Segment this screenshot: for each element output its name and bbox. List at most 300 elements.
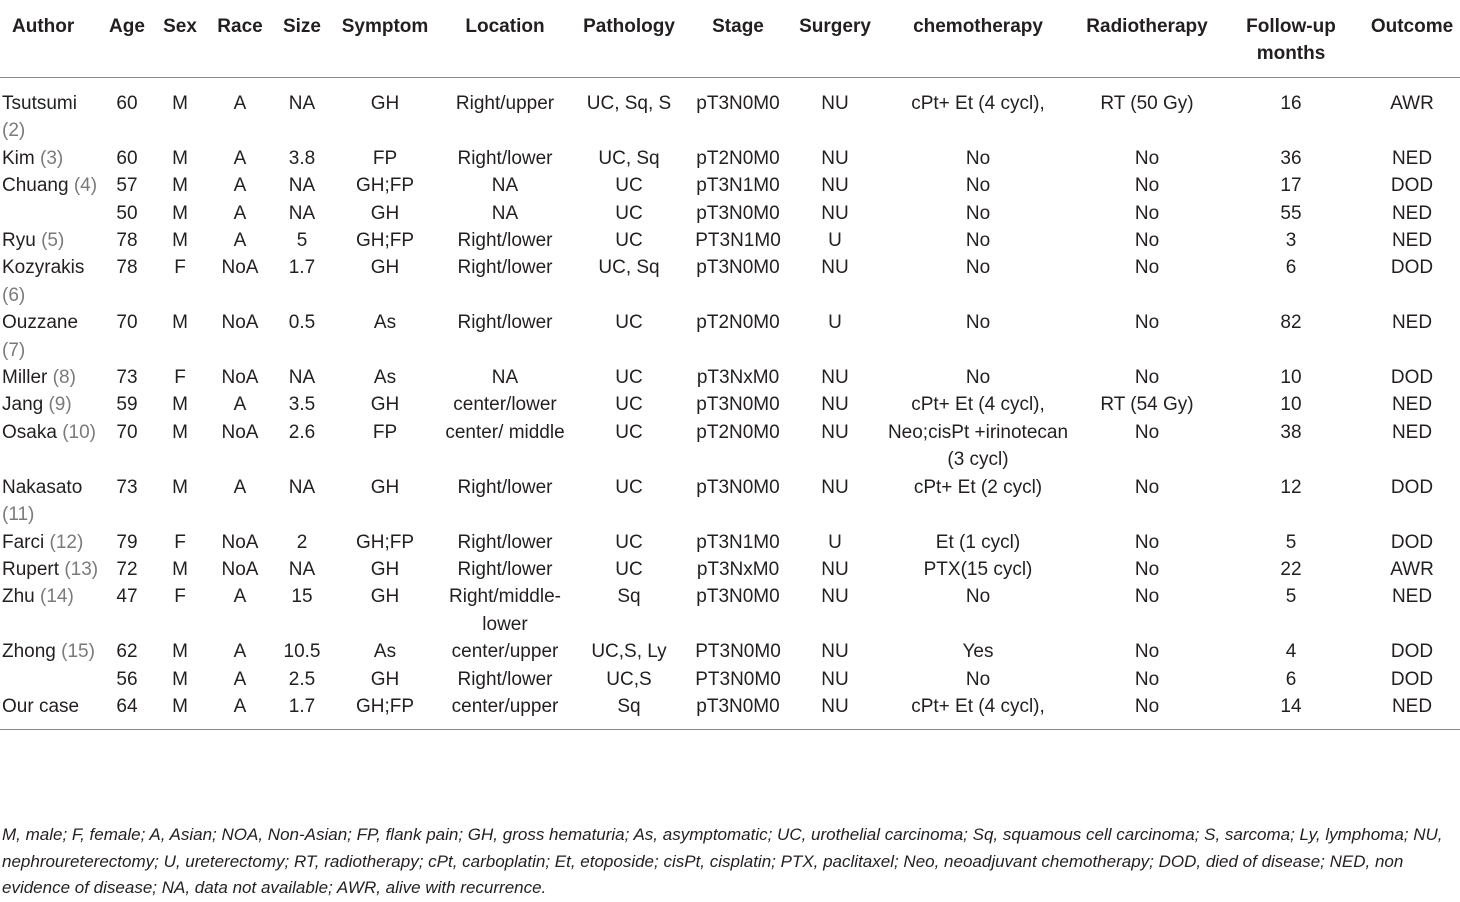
cell-race: A — [233, 147, 247, 169]
cell-followup: 10 — [1280, 367, 1302, 389]
cell-stage: pT3N0M0 — [696, 202, 780, 224]
cell-stage: PT3N1M0 — [695, 230, 781, 252]
cell-author — [0, 419, 102, 474]
cell-race: A — [233, 476, 247, 498]
cell-surgery: U — [828, 531, 842, 553]
cell-pathology: UC — [615, 531, 643, 553]
cell-surgery: NU — [821, 641, 849, 663]
cell-age: 47 — [116, 586, 138, 608]
cell-radio: No — [1134, 367, 1160, 389]
cell-followup: 17 — [1280, 175, 1302, 197]
table-row — [0, 254, 1460, 309]
cell-race: NoA — [221, 257, 259, 279]
cell-location: center/upper — [438, 693, 572, 730]
cell-author — [0, 583, 102, 638]
cell-outcome: NED — [1391, 586, 1433, 608]
author-name: Ryu — [2, 230, 36, 252]
table-body — [0, 78, 1460, 730]
cell-surgery: NU — [821, 93, 849, 114]
cell-location: Right/lower — [457, 230, 553, 252]
cell-chemo: No — [965, 147, 991, 169]
cell-age: 73 — [116, 367, 138, 389]
cell-age: 50 — [116, 202, 138, 224]
cell-size: 2 — [296, 531, 308, 553]
cell-sex: M — [172, 668, 188, 690]
cell-surgery: NU — [821, 586, 849, 608]
cell-surgery: U — [828, 230, 842, 252]
cell-age: 78 — [116, 257, 138, 279]
reference-link[interactable]: (10) — [62, 421, 96, 443]
cell-pathology: UC — [615, 367, 643, 389]
table-row — [0, 474, 1460, 529]
cell-followup: 10 — [1280, 394, 1302, 416]
reference-link[interactable]: (8) — [52, 367, 76, 389]
cell-radio: No — [1134, 230, 1160, 252]
cell-sex: M — [172, 558, 188, 580]
cell-radio: No — [1134, 531, 1160, 553]
table-row — [0, 145, 1460, 172]
cell-followup: 16 — [1280, 93, 1302, 114]
reference-link[interactable]: (5) — [41, 230, 65, 252]
cell-followup: 5 — [1285, 586, 1297, 608]
table-row — [0, 666, 1460, 693]
cell-size: 1.7 — [272, 693, 332, 730]
cell-race: A — [233, 394, 247, 416]
cell-author — [0, 638, 102, 665]
cell-outcome: NED — [1391, 312, 1433, 334]
cell-size: 5 — [296, 230, 308, 252]
cell-surgery: NU — [821, 367, 849, 389]
cell-author — [0, 666, 102, 693]
cell-author — [0, 556, 102, 583]
cell-age: 64 — [102, 693, 152, 730]
cell-pathology: UC — [615, 230, 643, 252]
cell-size: NA — [288, 202, 316, 224]
author-name: Miller — [2, 367, 48, 389]
cell-race: A — [233, 641, 247, 663]
cell-age: 60 — [116, 147, 138, 169]
cell-age: 56 — [116, 668, 138, 690]
cell-pathology: UC, Sq, S — [586, 93, 672, 114]
cell-chemo: No — [965, 668, 991, 690]
cell-location: Right/lower — [457, 312, 553, 334]
cell-chemo: No — [965, 230, 991, 252]
cell-radio: No — [1134, 147, 1160, 169]
cell-pathology: UC, Sq — [598, 257, 660, 279]
cell-followup: 5 — [1285, 531, 1297, 553]
header-location: Location — [438, 0, 572, 78]
cell-symptom: FP — [372, 147, 398, 169]
cell-stage: pT3N0M0 — [696, 257, 780, 279]
header-author: Author — [0, 0, 102, 78]
cell-sex: M — [152, 693, 208, 730]
cell-author — [0, 693, 102, 730]
author-name: Chuang — [2, 175, 69, 197]
cell-author — [0, 309, 102, 364]
cell-radio: RT (50 Gy) — [1100, 93, 1194, 114]
cell-sex: F — [174, 367, 186, 389]
cell-size: 10.5 — [283, 641, 321, 663]
cell-size: NA — [288, 367, 316, 389]
cell-followup: 55 — [1280, 202, 1302, 224]
cell-location: center/lower — [453, 394, 557, 416]
cell-symptom: GH;FP — [332, 693, 438, 730]
cell-followup: 82 — [1280, 312, 1302, 334]
cell-radio: No — [1134, 641, 1160, 663]
cell-chemo: No — [965, 586, 991, 608]
reference-link[interactable]: (12) — [49, 531, 84, 553]
cell-size: 3.8 — [288, 147, 316, 169]
reference-link[interactable]: (4) — [73, 175, 98, 197]
reference-link[interactable]: (13) — [64, 558, 99, 580]
table-row — [0, 583, 1460, 638]
header-stage: Stage — [686, 0, 790, 78]
cell-stage: pT3N0M0 — [696, 394, 780, 416]
cell-sex: M — [172, 394, 188, 416]
cell-stage: pT3N0M0 — [696, 93, 780, 114]
cell-outcome: NED — [1391, 230, 1433, 252]
cell-age: 62 — [116, 641, 138, 663]
cell-stage: pT3NxM0 — [696, 367, 780, 389]
header-radiotherapy: Radiotherapy — [1076, 0, 1218, 78]
cell-pathology: UC,S, Ly — [591, 641, 667, 663]
cell-symptom: GH — [370, 668, 400, 690]
table-header-row — [0, 0, 1460, 78]
cell-sex: F — [174, 531, 186, 553]
cell-followup: 14 — [1218, 693, 1364, 730]
cell-pathology: Sq — [572, 693, 686, 730]
cell-surgery: NU — [821, 175, 849, 197]
cell-symptom: As — [373, 312, 397, 334]
cell-symptom: GH — [370, 558, 400, 580]
cell-location: Right/lower — [457, 531, 553, 553]
cell-symptom: GH;FP — [355, 531, 415, 553]
cell-author — [0, 391, 102, 418]
header-size: Size — [272, 0, 332, 78]
cell-symptom: FP — [372, 421, 398, 443]
author-name: Zhu — [2, 586, 35, 608]
cell-followup: 12 — [1280, 476, 1302, 498]
cell-sex: M — [172, 93, 188, 114]
cell-radio: RT (54 Gy) — [1100, 394, 1194, 416]
cell-outcome: DOD — [1390, 641, 1434, 663]
header-outcome: Outcome — [1364, 0, 1460, 78]
cell-race: A — [233, 230, 247, 252]
cell-size: 1.7 — [288, 257, 316, 279]
cell-age: 57 — [116, 175, 138, 197]
reference-link[interactable]: (14) — [40, 586, 74, 608]
cell-pathology: UC — [615, 394, 643, 416]
cell-pathology: UC — [615, 476, 643, 498]
cell-race: NoA — [221, 558, 259, 580]
cell-pathology: UC — [615, 202, 643, 224]
table-row — [0, 309, 1460, 364]
cell-stage: pT3NxM0 — [696, 558, 780, 580]
cell-chemo: Yes — [962, 641, 994, 663]
author-name: Kozyrakis — [2, 257, 85, 279]
cell-surgery: NU — [790, 693, 880, 730]
cell-outcome: NED — [1391, 394, 1433, 416]
cell-radio: No — [1134, 586, 1160, 608]
author-name: Our case — [2, 695, 80, 717]
cell-location: Right/upper — [455, 93, 555, 114]
cell-sex: M — [172, 202, 188, 224]
table-row — [0, 172, 1460, 199]
cell-size: 15 — [291, 586, 313, 608]
reference-link[interactable]: (3) — [40, 147, 64, 169]
cell-outcome: NED — [1391, 202, 1433, 224]
cell-age: 79 — [116, 531, 138, 553]
cell-stage: pT3N0M0 — [686, 693, 790, 730]
cell-radio: No — [1134, 476, 1160, 498]
cell-surgery: NU — [821, 668, 849, 690]
cell-sex: M — [172, 476, 188, 498]
cell-sex: M — [172, 641, 188, 663]
cell-pathology: UC — [615, 175, 643, 197]
cell-chemo: cPt+ Et (4 cycl), — [911, 93, 1045, 114]
author-name: Zhong — [2, 641, 56, 663]
table-row — [0, 529, 1460, 556]
table-footnote: M, male; F, female; A, Asian; NOA, Non-Asian; FP, flank pain; GH, gross hematuria; As, asymptomatic; UC, urothelial carcinoma; Sq, squamous cell carcinoma; S, sarcoma; Ly, lymphoma; NU, nephroureterectomy; U, ureterectomy; RT, radiotherapy; cPt, carboplatin; Et, etoposide; cisPt, cisplatin; PTX, paclitaxel; Neo, neoadjuvant chemotherapy; DOD, died of disease; NED, non evidence of disease; NA, data not available; AWR, alive with recurrence. — [2, 825, 1443, 897]
cell-outcome: AWR — [1390, 558, 1434, 580]
cell-sex: M — [172, 175, 188, 197]
cell-age: 72 — [116, 558, 138, 580]
cell-author — [0, 254, 102, 309]
cell-race: A — [233, 586, 247, 608]
cell-radio: No — [1134, 312, 1160, 334]
table-row — [0, 227, 1460, 254]
cell-race: A — [233, 668, 247, 690]
author-name: Osaka — [2, 421, 57, 443]
cell-symptom: GH — [370, 202, 400, 224]
cell-author — [0, 474, 102, 529]
header-symptom: Symptom — [332, 0, 438, 78]
cell-age: 60 — [116, 93, 138, 114]
cell-race: NoA — [221, 312, 259, 334]
cell-followup: 3 — [1285, 230, 1297, 252]
header-follow-up-months: Follow-up months — [1218, 0, 1364, 78]
cell-sex: F — [174, 586, 186, 608]
cell-outcome: DOD — [1390, 476, 1434, 498]
cell-outcome: NED — [1391, 147, 1433, 169]
author-name: Farci — [2, 531, 45, 553]
cell-stage: pT2N0M0 — [696, 312, 780, 334]
cell-symptom: GH — [370, 586, 400, 608]
cell-age: 73 — [116, 476, 138, 498]
cell-chemo: No — [965, 367, 991, 389]
cell-stage: pT3N0M0 — [696, 476, 780, 498]
cell-stage: pT2N0M0 — [696, 421, 780, 443]
author-name: Kim — [2, 147, 35, 169]
cell-symptom: GH — [370, 476, 400, 498]
cell-radio: No — [1134, 668, 1160, 690]
cell-followup: 38 — [1280, 421, 1302, 443]
cell-size: NA — [288, 93, 316, 114]
cell-location: Right/lower — [457, 147, 553, 169]
cell-sex: M — [172, 147, 188, 169]
cell-author — [0, 227, 102, 254]
cell-race: NoA — [221, 531, 259, 553]
author-name: Tsutsumi — [2, 93, 77, 114]
cell-radio: No — [1134, 202, 1160, 224]
cell-followup: 6 — [1285, 668, 1297, 690]
cell-age: 78 — [116, 230, 138, 252]
header-surgery: Surgery — [790, 0, 880, 78]
author-name: Nakasato — [2, 476, 83, 498]
table-row — [0, 78, 1460, 145]
header-pathology: Pathology — [572, 0, 686, 78]
cell-location: Right/lower — [457, 558, 553, 580]
cell-sex: M — [172, 230, 188, 252]
cell-symptom: GH — [370, 394, 400, 416]
cell-race: NoA — [221, 367, 259, 389]
cell-author — [0, 364, 102, 391]
cell-outcome: DOD — [1390, 367, 1434, 389]
cell-radio: No — [1134, 421, 1160, 443]
table-row — [0, 693, 1460, 730]
cell-race: A — [233, 93, 247, 114]
cell-pathology: UC, Sq — [598, 147, 660, 169]
cell-radio: No — [1134, 257, 1160, 279]
cell-stage: PT3N0M0 — [695, 668, 781, 690]
cell-location: Right/middle-lower — [449, 586, 561, 635]
cell-stage: pT3N1M0 — [696, 531, 780, 553]
cell-followup: 4 — [1285, 641, 1297, 663]
cell-location: NA — [491, 202, 519, 224]
cell-race: A — [208, 693, 272, 730]
cell-pathology: UC — [615, 421, 643, 443]
cell-outcome: AWR — [1390, 93, 1434, 114]
cell-sex: M — [172, 421, 188, 443]
cell-radio: No — [1076, 693, 1218, 730]
cell-size: 3.5 — [288, 394, 316, 416]
reference-link[interactable]: (7) — [2, 339, 26, 361]
cell-symptom: As — [373, 367, 397, 389]
cell-location: center/upper — [451, 641, 559, 663]
author-name: Ouzzane — [2, 312, 79, 334]
cell-age: 59 — [116, 394, 138, 416]
author-name: Rupert — [2, 558, 60, 580]
cell-followup: 6 — [1285, 257, 1297, 279]
reference-link[interactable]: (9) — [48, 394, 72, 416]
cell-chemo: cPt+ Et (4 cycl), — [911, 394, 1045, 416]
cell-size: 2.6 — [288, 421, 316, 443]
cell-size: 2.5 — [288, 668, 316, 690]
reference-link[interactable]: (11) — [2, 504, 35, 526]
cell-sex: F — [174, 257, 186, 279]
table-row — [0, 556, 1460, 583]
cell-sex: M — [172, 312, 188, 334]
cell-author — [0, 200, 102, 227]
cell-size: NA — [288, 476, 316, 498]
cell-age: 70 — [116, 421, 138, 443]
cell-age: 70 — [116, 312, 138, 334]
cell-stage: pT3N1M0 — [696, 175, 780, 197]
cell-surgery: NU — [821, 421, 849, 443]
cell-location: Right/lower — [457, 257, 553, 279]
cell-pathology: UC,S — [606, 668, 652, 690]
cell-symptom: GH — [370, 93, 400, 114]
header-race: Race — [208, 0, 272, 78]
cell-surgery: NU — [821, 202, 849, 224]
cell-surgery: U — [828, 312, 842, 334]
cell-size: NA — [288, 175, 316, 197]
cell-chemo: cPt+ Et (4 cycl), — [880, 693, 1076, 730]
header-age: Age — [102, 0, 152, 78]
cell-symptom: GH — [370, 257, 400, 279]
cell-location: Right/lower — [457, 476, 553, 498]
cell-symptom: GH;FP — [355, 230, 415, 252]
cell-author — [0, 145, 102, 172]
cell-surgery: NU — [821, 257, 849, 279]
cell-surgery: NU — [821, 558, 849, 580]
cell-pathology: UC — [615, 558, 643, 580]
cell-pathology: Sq — [617, 586, 641, 608]
cell-race: A — [233, 202, 247, 224]
author-name: Jang — [2, 394, 44, 416]
cell-size: 0.5 — [288, 312, 316, 334]
cell-outcome: DOD — [1390, 175, 1434, 197]
cell-outcome: DOD — [1390, 257, 1434, 279]
cell-surgery: NU — [821, 394, 849, 416]
cell-location: center/ middle — [445, 421, 565, 443]
cell-radio: No — [1134, 175, 1160, 197]
cell-outcome: DOD — [1390, 531, 1434, 553]
reference-link[interactable]: (2) — [2, 120, 26, 142]
cell-chemo: Et (1 cycl) — [935, 531, 1021, 553]
cell-chemo: Neo;cisPt +irinotecan (3 cycl) — [887, 421, 1069, 471]
cell-followup: 36 — [1280, 147, 1302, 169]
cell-chemo: No — [965, 257, 991, 279]
reference-link[interactable]: (15) — [61, 641, 95, 663]
cell-surgery: NU — [821, 147, 849, 169]
cell-author — [0, 529, 102, 556]
cell-chemo: No — [965, 312, 991, 334]
cell-stage: PT3N0M0 — [695, 641, 781, 663]
cell-stage: pT2N0M0 — [696, 147, 780, 169]
header-sex: Sex — [152, 0, 208, 78]
cell-author — [0, 78, 102, 145]
cell-race: NoA — [221, 421, 259, 443]
cell-followup: 22 — [1280, 558, 1302, 580]
table-row — [0, 638, 1460, 665]
cell-surgery: NU — [821, 476, 849, 498]
cell-symptom: GH;FP — [355, 175, 415, 197]
cell-chemo: cPt+ Et (2 cycl) — [913, 476, 1043, 498]
cell-outcome: NED — [1364, 693, 1460, 730]
header-chemotherapy: chemotherapy — [880, 0, 1076, 78]
cell-outcome: NED — [1391, 421, 1433, 443]
table-row — [0, 200, 1460, 227]
cell-stage: pT3N0M0 — [696, 586, 780, 608]
cell-chemo: No — [965, 202, 991, 224]
cell-location: NA — [491, 175, 519, 197]
cell-chemo: PTX(15 cycl) — [923, 558, 1033, 580]
cell-radio: No — [1134, 558, 1160, 580]
cell-outcome: DOD — [1390, 668, 1434, 690]
table-row — [0, 391, 1460, 418]
cell-pathology: UC — [615, 312, 643, 334]
cell-author — [0, 172, 102, 199]
reference-link[interactable]: (6) — [2, 284, 26, 306]
cell-chemo: No — [965, 175, 991, 197]
cell-size: NA — [288, 558, 316, 580]
table-row — [0, 419, 1460, 474]
cell-location: NA — [491, 367, 519, 389]
table-row — [0, 364, 1460, 391]
cell-location: Right/lower — [457, 668, 553, 690]
cell-symptom: As — [373, 641, 397, 663]
